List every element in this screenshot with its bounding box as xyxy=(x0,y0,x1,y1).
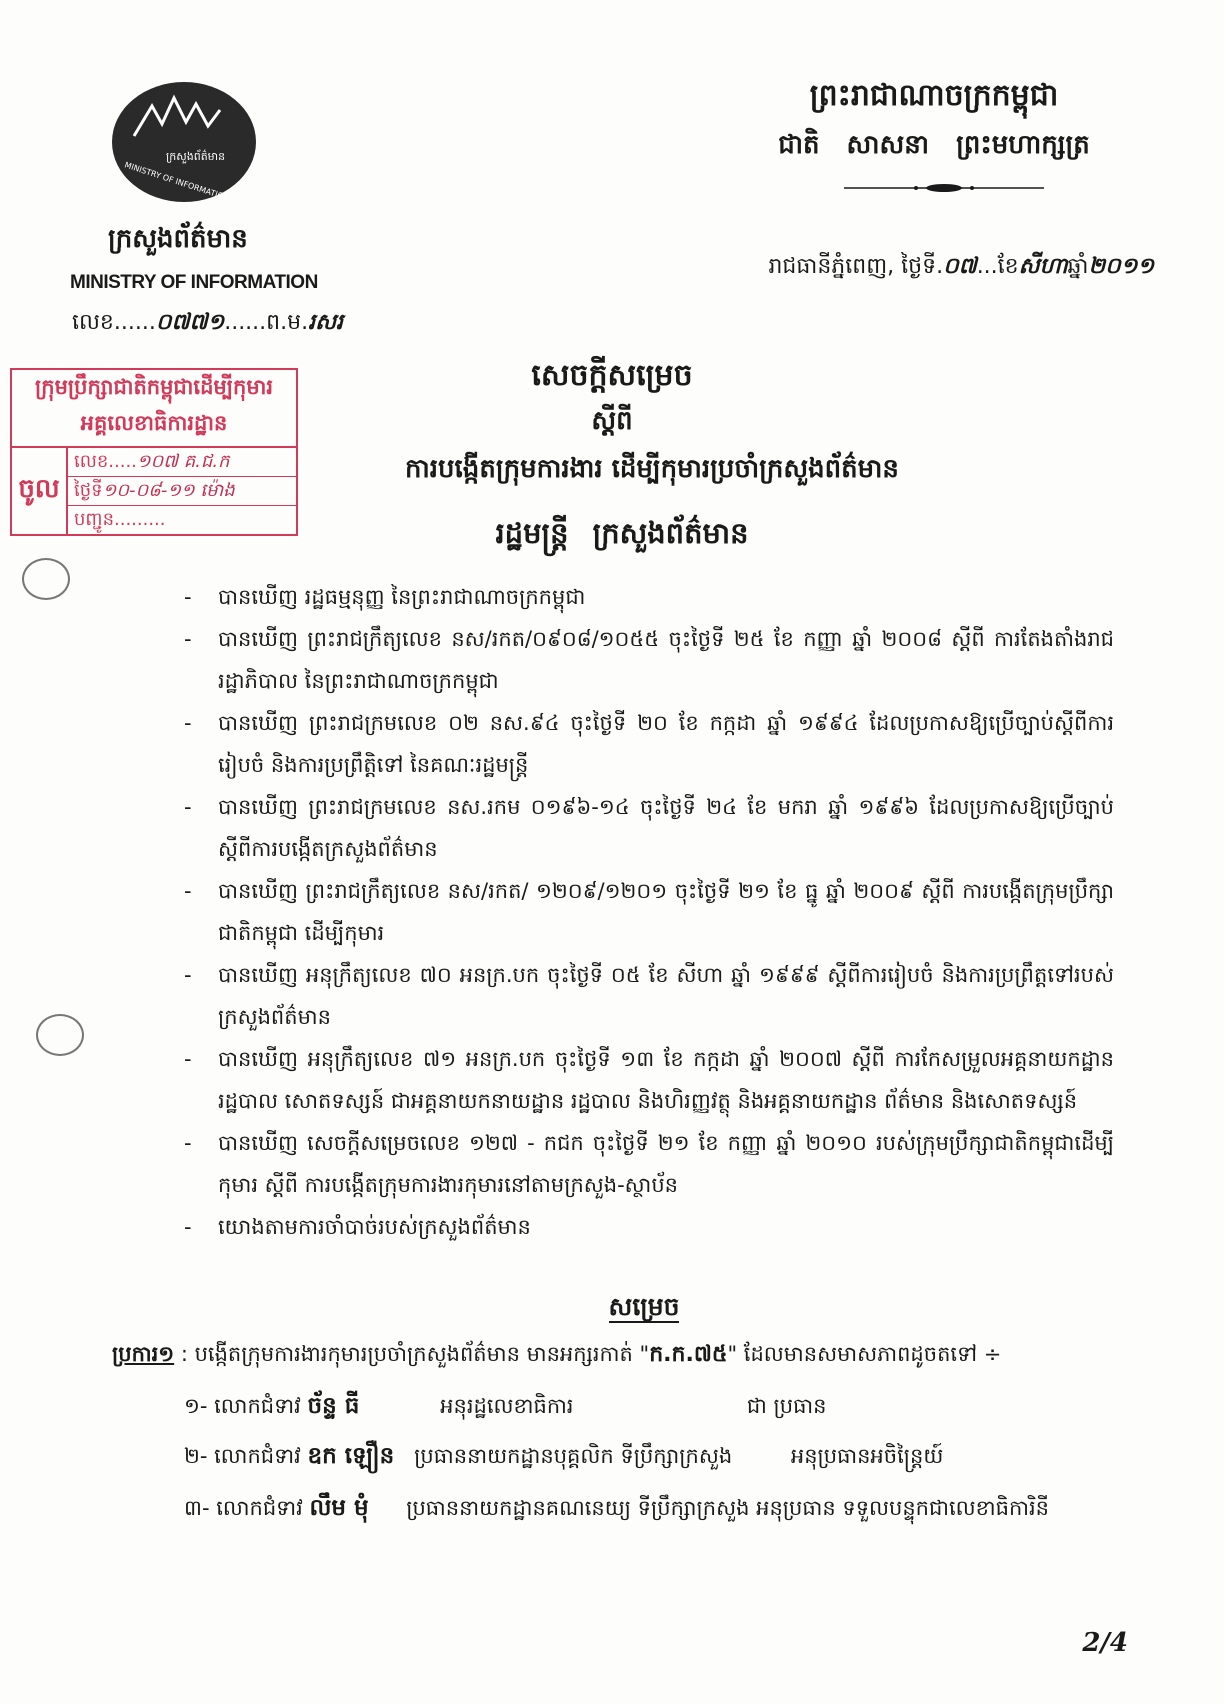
date-line: រាជធានីភ្នំពេញ, ថ្ងៃទី.០៧...ខែសីហាឆ្នាំ២០១១ xyxy=(768,253,1154,279)
date-year: ២០១១ xyxy=(1088,253,1154,279)
stamp-row-number: លេខ.....១០៧ គ.ជ.ក xyxy=(68,448,296,477)
member-row xyxy=(184,1392,826,1425)
member-title: ៣- លោកជំទាវ xyxy=(184,1496,303,1520)
decision-heading xyxy=(0,1292,1224,1328)
member-row xyxy=(184,1442,943,1475)
decision-title: សេចក្តីសម្រេច xyxy=(531,358,693,393)
stamp-row-value: ១០-០៨-១១ ម៉ោង xyxy=(102,480,235,501)
article-1 xyxy=(112,1340,1001,1372)
decision-heading-text: សម្រេច xyxy=(608,1292,680,1321)
kingdom-title: ព្រះរាជាណាចក្រកម្ពុជា xyxy=(809,78,1059,113)
member-title: ២- លោកជំទាវ xyxy=(184,1444,301,1468)
stamp-row-forward: បញ្ជូន......... xyxy=(74,509,166,530)
ref-prefix: លេខ xyxy=(72,310,114,335)
ref-code: រសរ xyxy=(308,309,344,335)
considerations-list xyxy=(184,576,1114,1248)
title-subject: ការបង្កើតក្រុមការងារ ដើម្បីកុមារប្រចាំក្រសួងព័ត៌មាន xyxy=(405,454,899,484)
consideration-item: - បានឃើញ អនុក្រឹត្យលេខ ៧១ អនក្រ.បក ចុះថ្ងៃទី ១៣ ខែ កក្កដា ឆ្នាំ ២០០៧ ស្តីពី ការកែសម្រួលអគ្គនាយកដ្ឋាន រដ្ឋបាល សោតទស្សន៍ ជាអគ្គនាយកនាយដ្ឋាន រដ្ឋបាល និងហិរញ្ញវត្ថុ និងអគ្គនាយកដ្ឋាន ព័ត៌មាន និងសោតទស្សន៍ xyxy=(184,1038,1114,1122)
article-label: ប្រការ១ xyxy=(112,1342,175,1366)
stamp-row-label: លេខ xyxy=(74,451,109,472)
date-month: សីហា xyxy=(1018,253,1068,279)
date-day: ០៧ xyxy=(943,253,977,279)
member-position: ប្រធាននាយកដ្ឋានគណនេយ្យ ទីប្រឹក្សាក្រសួង xyxy=(406,1496,750,1520)
ref-suffix: ព.ម xyxy=(266,310,302,335)
article-abbreviation: ក.ក.៧៥ xyxy=(649,1342,728,1367)
member-row xyxy=(184,1494,1049,1527)
consideration-item: - បានឃើញ សេចក្តីសម្រេចលេខ ១២៧ - កជក ចុះថ្ងៃទី ២១ ខែ កញ្ញា ឆ្នាំ ២០១០ របស់ក្រុមប្រឹក្សាជាតិកម្ពុជាដើម្បីកុមារ ស្តីពី ការបង្កើតក្រុមការងារកុមារនៅតាមក្រសួង-ស្ថាប័ន xyxy=(184,1122,1114,1206)
article-text-after: " ដែលមានសមាសភាពដូចតទៅ ÷ xyxy=(727,1342,1002,1366)
consideration-item: - បានឃើញ រដ្ឋធម្មនុញ្ញ នៃព្រះរាជាណាចក្រកម្ពុជា xyxy=(184,576,1114,618)
stamp-row-value: ១០៧ គ.ជ.ក xyxy=(136,451,230,472)
ref-number: ០៧៧១ xyxy=(155,309,225,335)
national-motto: ជាតិ សាសនា ព្រះមហាក្សត្រ xyxy=(778,130,1090,160)
ministry-name-english: MINISTRY OF INFORMATION xyxy=(70,272,318,293)
consideration-item: - បានឃើញ ព្រះរាជក្រឹត្យលេខ នស/រកត/០៩០៨/១០៥៥ ចុះថ្ងៃទី ២៥ ខែ កញ្ញា ឆ្នាំ ២០០៨ ស្តីពី ការតែងតាំងរាជរដ្ឋាភិបាល នៃព្រះរាជាណាចក្រកម្ពុជា xyxy=(184,618,1114,702)
stamp-row-label: បញ្ជូន xyxy=(74,509,114,530)
consideration-item: - បានឃើញ ព្រះរាជក្រមលេខ នស.រកម ០១៩៦-១៤ ចុះថ្ងៃទី ២៤ ខែ មករា ឆ្នាំ ១៩៩៦ ដែលប្រកាសឱ្យប្រើច្បាប់ ស្តីពីការបង្កើតក្រសួងព័ត៌មាន xyxy=(184,786,1114,870)
member-name: ឧក ឡឿន xyxy=(307,1443,395,1469)
member-position: ប្រធាននាយកដ្ឋានបុគ្គលិក ទីប្រឹក្សាក្រសួង xyxy=(414,1444,733,1468)
punch-hole xyxy=(22,558,70,600)
article-text: : បង្កើតក្រុមការងារកុមារប្រចាំក្រសួងព័ត៌មាន មានអក្សរកាត់ " xyxy=(180,1342,650,1366)
title-about: ស្តីពី xyxy=(591,406,633,436)
member-name: លឹម មុំ xyxy=(309,1495,369,1521)
ministry-logo xyxy=(104,76,262,210)
stamp-subtitle: អគ្គលេខាធិការដ្ឋាន xyxy=(80,411,228,435)
stamp-row-label: ថ្ងៃទី xyxy=(74,480,103,501)
date-month-label: ខែ xyxy=(997,254,1019,279)
page-mark: 2/4 xyxy=(1082,1628,1128,1658)
member-role: អនុប្រធានអចិន្ត្រៃយ៍ xyxy=(790,1444,944,1468)
consideration-item: - បានឃើញ ព្រះរាជក្រឹត្យលេខ នស/រកត/ ១២០៩/១២០១ ចុះថ្ងៃទី ២១ ខែ ធ្នូ ឆ្នាំ ២០០៩ ស្តីពី ការបង្កើតក្រុមប្រឹក្សាជាតិកម្ពុជា ដើម្បីកុមារ xyxy=(184,870,1114,954)
issuing-authority: រដ្ឋមន្ត្រី ក្រសួងព័ត៌មាន xyxy=(495,516,749,550)
punch-hole xyxy=(36,1014,84,1056)
logo-arc-text: ក្រសួងព័ត៌មាន xyxy=(166,150,226,163)
date-year-label: ឆ្នាំ xyxy=(1067,254,1089,279)
member-title: ១- លោកជំទាវ xyxy=(184,1394,301,1418)
consideration-item: - យោងតាមការចាំបាច់របស់ក្រសួងព័ត៌មាន xyxy=(184,1206,1114,1248)
logo-ring-text: MINISTRY OF INFORMATION xyxy=(123,160,231,203)
member-position: អនុរដ្ឋលេខាធិការ xyxy=(440,1394,574,1418)
ministry-name-khmer: ក្រសួងព័ត៌មាន xyxy=(108,224,248,254)
member-role: អនុប្រធាន ទទួលបន្ទុកជាលេខាធិការិនី xyxy=(756,1496,1049,1520)
consideration-item: - បានឃើញ អនុក្រឹត្យលេខ ៧០ អនក្រ.បក ចុះថ្ងៃទី ០៥ ខែ សីហា ឆ្នាំ ១៩៩៩ ស្តីពីការរៀបចំ និងការប្រព្រឹត្តទៅរបស់ ក្រសួងព័ត៌មាន xyxy=(184,954,1114,1038)
stamp-title: ក្រុមប្រឹក្សាជាតិកម្ពុជាដើម្បីកុមារ xyxy=(35,375,273,399)
date-prefix: រាជធានីភ្នំពេញ, ថ្ងៃទី xyxy=(768,254,937,279)
reference-number: លេខ......០៧៧១......ព.ម.រសរ xyxy=(72,309,344,335)
member-role: ជា ប្រធាន xyxy=(746,1394,827,1418)
member-name: ច័ន្ទ ធី xyxy=(307,1393,360,1419)
consideration-item: - បានឃើញ ព្រះរាជក្រមលេខ ០២ នស.៩៤ ចុះថ្ងៃទី ២០ ខែ កក្កដា ឆ្នាំ ១៩៩៤ ដែលប្រកាសឱ្យប្រើច្បាប់ស្តីពីការរៀបចំ និងការប្រព្រឹត្តិទៅ នៃគណៈរដ្ឋមន្ត្រី xyxy=(184,702,1114,786)
stamp-side-label: ចូល xyxy=(12,448,68,534)
ornament-divider xyxy=(844,182,1044,194)
